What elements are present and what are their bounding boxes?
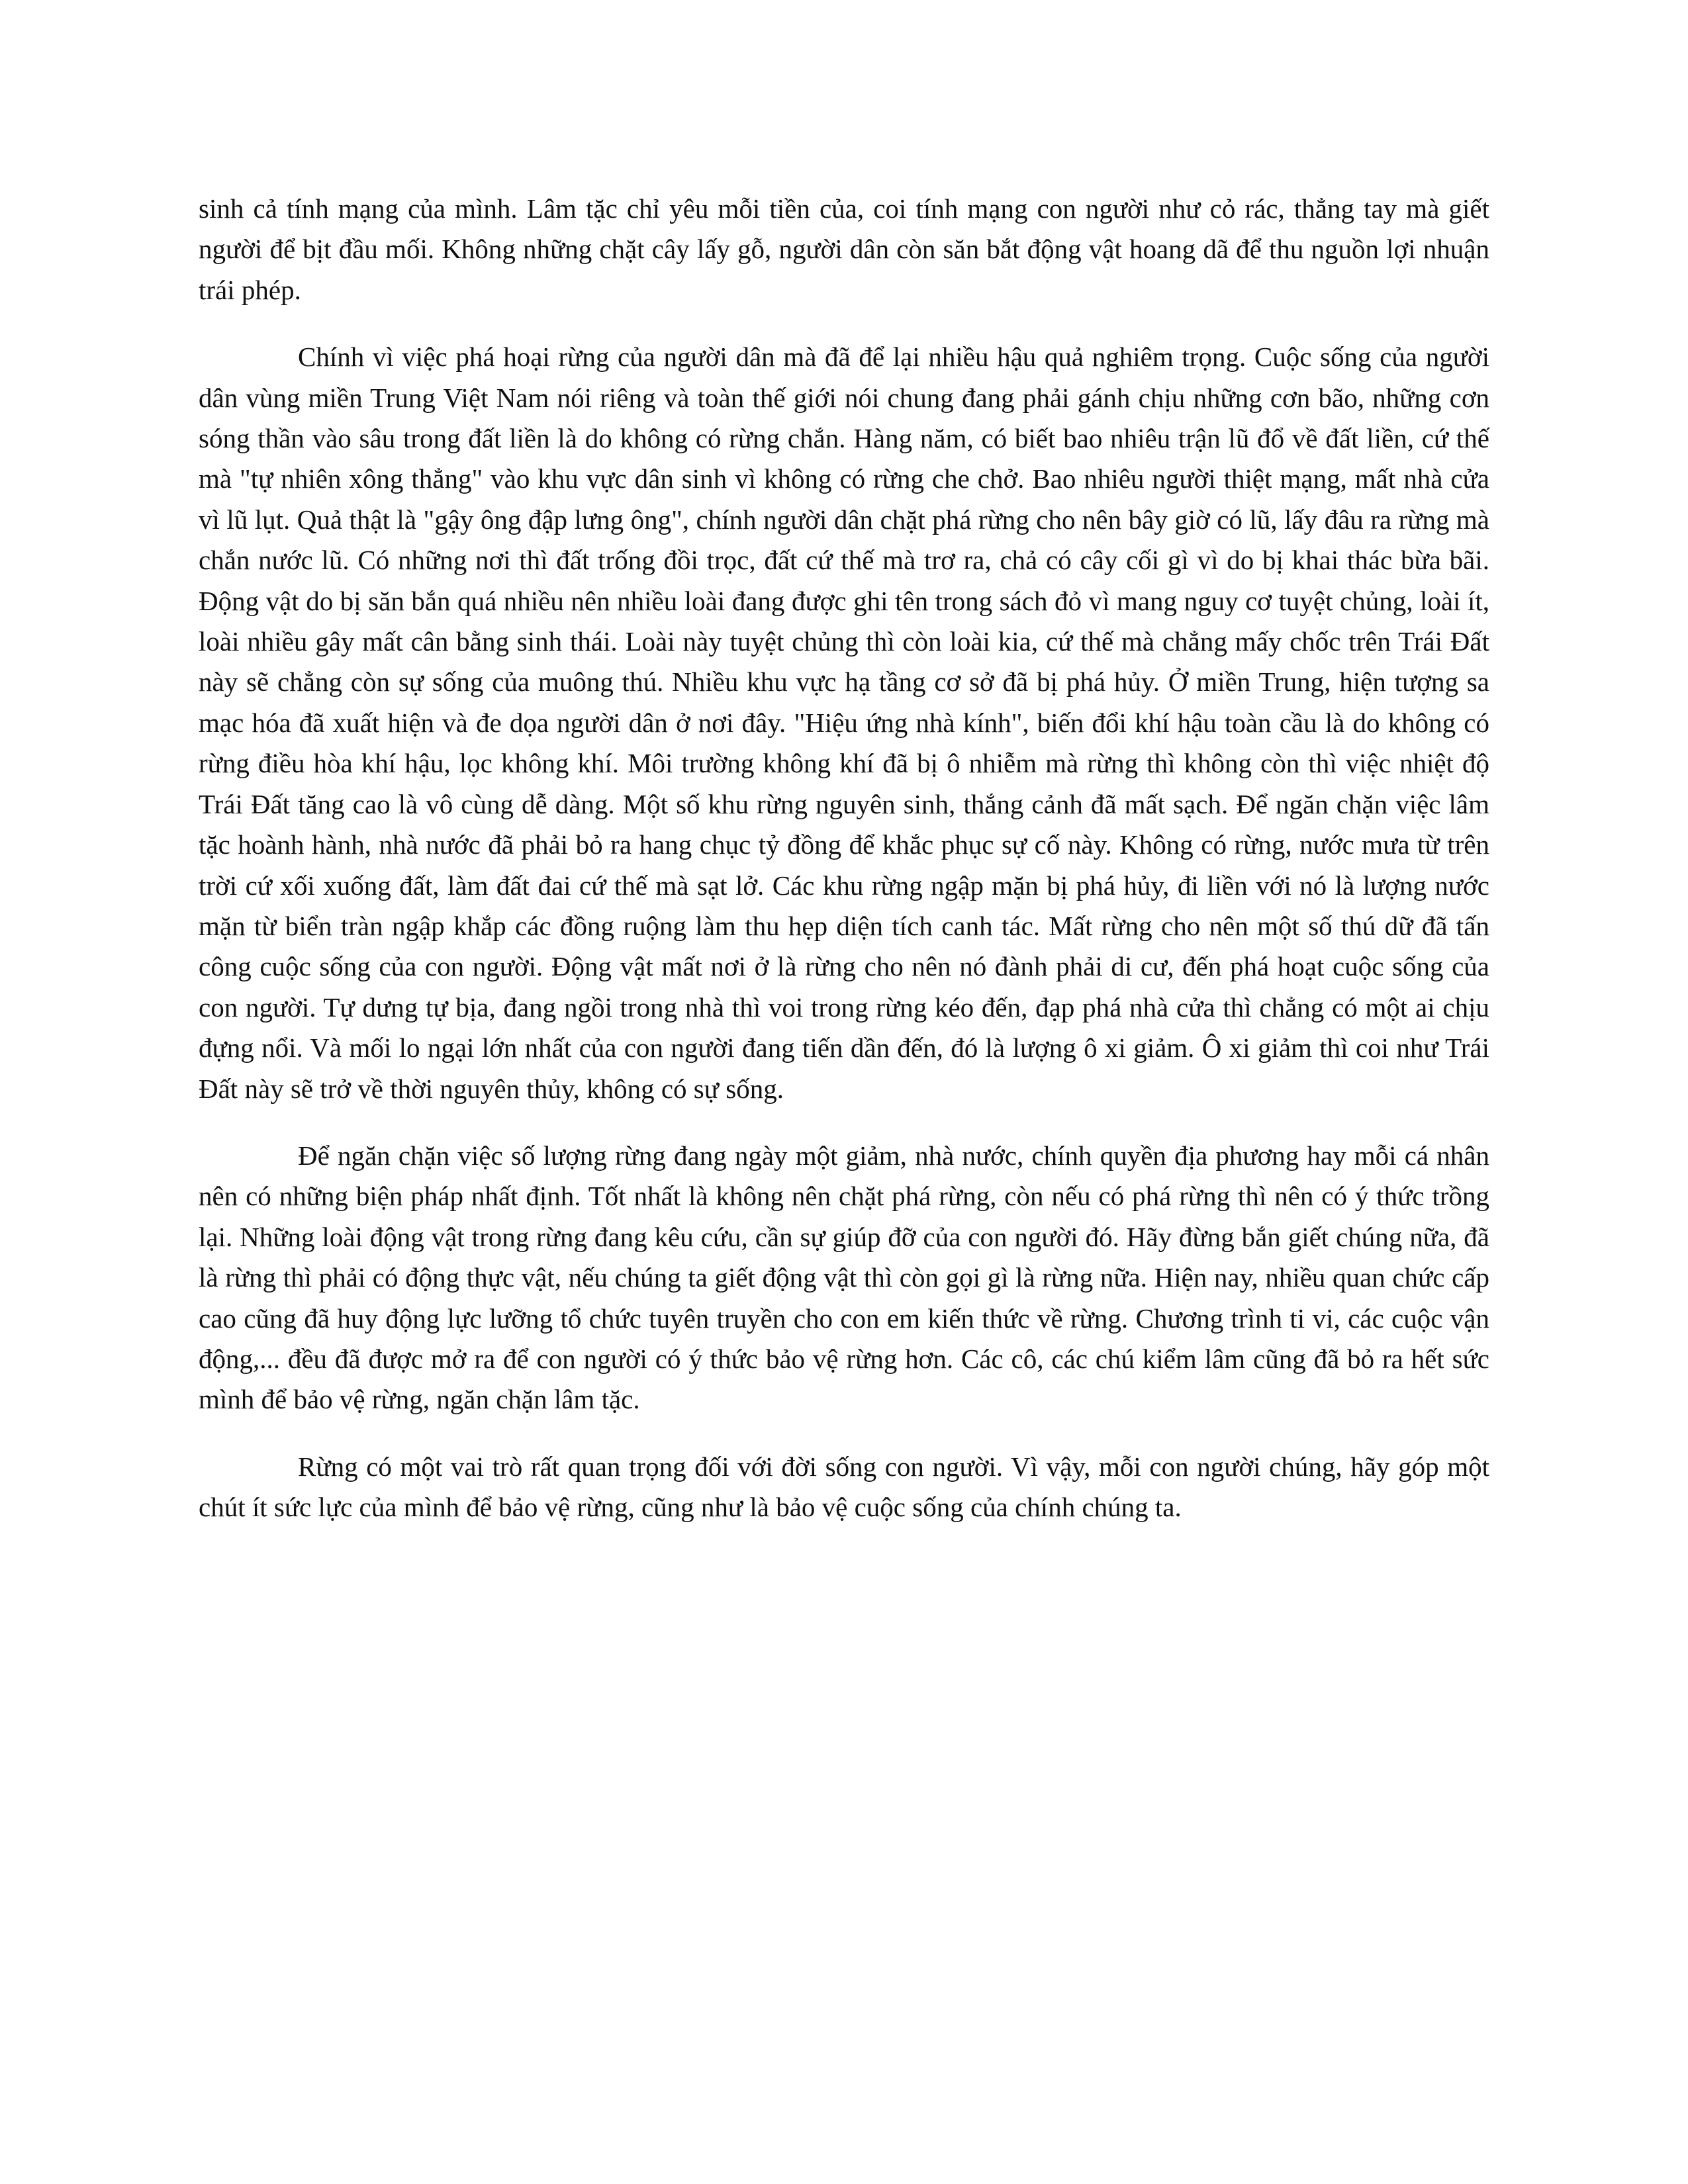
paragraph-solutions: Để ngăn chặn việc số lượng rừng đang ngày một giảm, nhà nước, chính quyền địa phương hay mỗi cá nhân nên có những biện pháp nhất định. Tốt nhất là không nên chặt phá rừng, còn nếu có phá rừng thì nên có ý thức trồng lại. Những loài động vật trong rừng đang kêu cứu, cần sự giúp đỡ của con người đó. Hãy đừng bắn giết chúng nữa, đã là rừng thì phải có động thực vật, nếu chúng ta giết động vật thì còn gọi gì là rừng nữa. Hiện nay, nhiều quan chức cấp cao cũng đã huy động lực lưỡng tổ chức tuyên truyền cho con em kiến thức về rừng. Chương trình ti vi, các cuộc vận động,... đều đã được mở ra để con người có ý thức bảo vệ rừng hơn. Các cô, các chú kiểm lâm cũng đã bỏ ra hết sức mình để bảo vệ rừng, ngăn chặn lâm tặc. [199,1140,1489,1415]
document-page [199,189,1489,1555]
paragraph-conclusion: Rừng có một vai trò rất quan trọng đối với đời sống con người. Vì vậy, mỗi con người chúng, hãy góp một chút ít sức lực của mình để bảo vệ rừng, cũng như là bảo vệ cuộc sống của chính chúng ta. [199,1451,1489,1523]
paragraph-continuation: sinh cả tính mạng của mình. Lâm tặc chỉ yêu mỗi tiền của, coi tính mạng con người như cỏ rác, thẳng tay mà giết người để bịt đầu mối. Không những chặt cây lấy gỗ, người dân còn săn bắt động vật hoang dã để thu nguồn lợi nhuận trái phép. [199,193,1489,305]
paragraph-consequences: Chính vì việc phá hoại rừng của người dân mà đã để lại nhiều hậu quả nghiêm trọng. Cuộc sống của người dân vùng miền Trung Việt Nam nói riêng và toàn thế giới nói chung đang phải gánh chịu những cơn bão, những cơn sóng thần vào sâu trong đất liền là do không có rừng chắn. Hàng năm, có biết bao nhiêu trận lũ đổ về đất liền, cứ thế mà "tự nhiên xông thẳng" vào khu vực dân sinh vì không có rừng che chở. Bao nhiêu người thiệt mạng, mất nhà cửa vì lũ lụt. Quả thật là "gậy ông đập lưng ông", chính người dân chặt phá rừng cho nên bây giờ có lũ, lấy đâu ra rừng mà chắn nước lũ. Có những nơi thì đất trống đồi trọc, đất cứ thế mà trơ ra, chả có cây cối gì vì do bị khai thác bừa bãi. Động vật do bị săn bắn quá nhiều nên nhiều loài đang được ghi tên trong sách đỏ vì mang nguy cơ tuyệt chủng, loài ít, loài nhiều gây mất cân bằng sinh thái. Loài này tuyệt chủng thì còn loài kia, cứ thế mà chẳng mấy chốc trên Trái Đất này sẽ chẳng còn sự sống của muông thú. Nhiều khu vực hạ tầng cơ sở đã bị phá hủy. Ở miền Trung, hiện tượng sa mạc hóa đã xuất hiện và đe dọa người dân ở nơi đây. "Hiệu ứng nhà kính", biến đổi khí hậu toàn cầu là do không có rừng điều hòa khí hậu, lọc không khí. Môi trường không khí đã bị ô nhiễm mà rừng thì không còn thì việc nhiệt độ Trái Đất tăng cao là vô cùng dễ dàng. Một số khu rừng nguyên sinh, thắng cảnh đã mất sạch. Để ngăn chặn việc lâm tặc hoành hành, nhà nước đã phải bỏ ra hang chục tỷ đồng để khắc phục sự cố này. Không có rừng, nước mưa từ trên trời cứ xối xuống đất, làm đất đai cứ thế mà sạt lở. Các khu rừng ngập mặn bị phá hủy, đi liền với nó là lượng nước mặn từ biển tràn ngập khắp các đồng ruộng làm thu hẹp diện tích canh tác. Mất rừng cho nên một số thú dữ đã tấn công cuộc sống của con người. Động vật mất nơi ở là rừng cho nên nó đành phải di cư, đến phá hoạt cuộc sống của con người. Tự dưng tự bịa, đang ngồi trong nhà thì voi trong rừng kéo đến, đạp phá nhà cửa thì chẳng có một ai chịu đựng nổi. Và mối lo ngại lớn nhất của con người đang tiến dần đến, đó là lượng ô xi giảm. Ô xi giảm thì coi như Trái Đất này sẽ trở về thời nguyên thủy, không có sự sống. [199,341,1489,1104]
